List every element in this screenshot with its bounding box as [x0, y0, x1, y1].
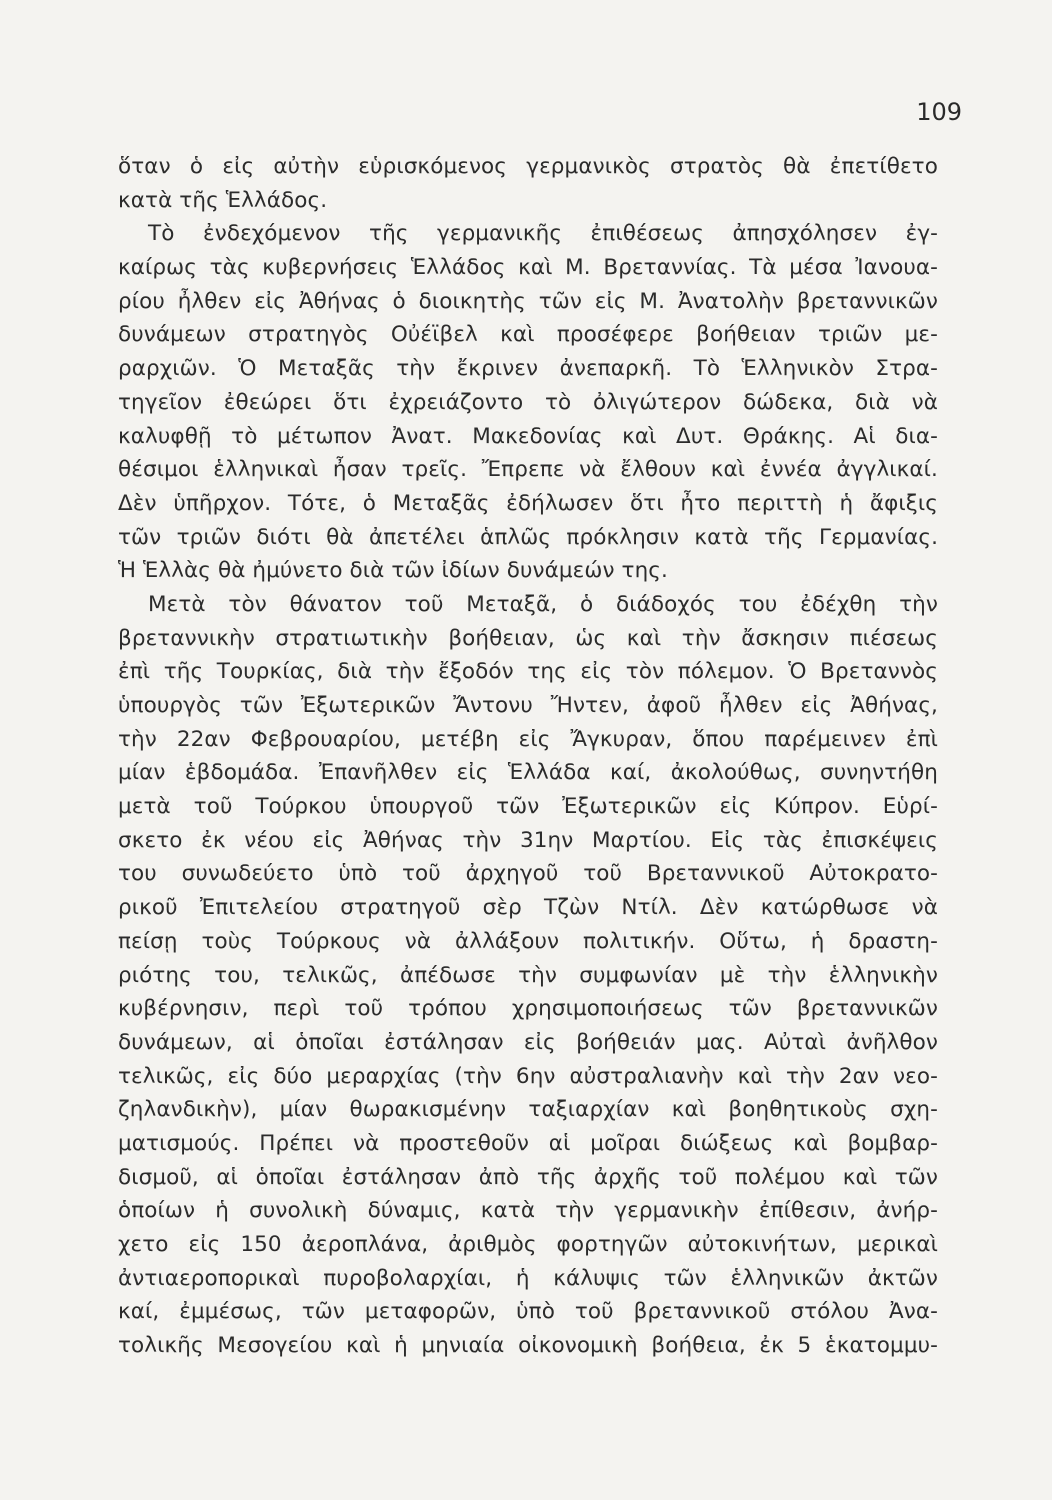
- text-line: τὴν 22αν Φεβρουαρίου, μετέβη εἰς Ἄγκυραν, ὅπου παρέμεινεν ἐπὶ: [118, 726, 938, 752]
- page-number: 109: [916, 98, 962, 126]
- text-line: Ἡ Ἑλλὰς θὰ ἠμύνετο διὰ τῶν ἰδίων δυνάμεών της.: [118, 558, 668, 584]
- text-line: δυνάμεων, αἱ ὁποῖαι ἐστάλησαν εἰς βοήθειάν μας. Αὐταὶ ἀνῆλθον: [118, 1029, 938, 1055]
- text-line: ὅταν ὁ εἰς αὐτὴν εὑρισκόμενος γερμανικὸς στρατὸς θὰ ἐπετίθετο: [118, 154, 938, 179]
- body-text: [118, 150, 938, 1363]
- text-line: ραρχιῶν. Ὁ Μεταξᾶς τὴν ἔκρινεν ἀνεπαρκῆ. Τὸ Ἑλληνικὸν Στρα-: [118, 356, 938, 382]
- text-line: Μετὰ τὸν θάνατον τοῦ Μεταξᾶ, ὁ διάδοχός του ἐδέχθη τὴν: [148, 591, 938, 617]
- text-line: ζηλανδικὴν), μίαν θωρακισμένην ταξιαρχίαν καὶ βοηθητικοὺς σχη-: [118, 1097, 938, 1123]
- text-line: βρεταννικὴν στρατιωτικὴν βοήθειαν, ὡς καὶ τὴν ἄσκησιν πιέσεως: [118, 625, 938, 651]
- text-line: τολικῆς Μεσογείου καὶ ἡ μηνιαία οἰκονομικὴ βοήθεια, ἐκ 5 ἑκατομμυ-: [118, 1333, 938, 1359]
- text-line: καί, ἐμμέσως, τῶν μεταφορῶν, ὑπὸ τοῦ βρεταννικοῦ στόλου Ἀνα-: [118, 1299, 938, 1325]
- text-line: κυβέρνησιν, περὶ τοῦ τρόπου χρησιμοποιήσεως τῶν βρεταννικῶν: [118, 996, 938, 1022]
- text-line: ἐπὶ τῆς Τουρκίας, διὰ τὴν ἔξοδόν της εἰς τὸν πόλεμον. Ὁ Βρεταννὸς: [118, 659, 938, 685]
- text-line: τηγεῖον ἐθεώρει ὅτι ἐχρειάζοντο τὸ ὀλιγώτερον δώδεκα, διὰ νὰ: [118, 389, 938, 415]
- text-line: καλυφθῇ τὸ μέτωπον Ἀνατ. Μακεδονίας καὶ Δυτ. Θράκης. Αἱ δια-: [118, 423, 938, 449]
- text-line: ματισμούς. Πρέπει νὰ προστεθοῦν αἱ μοῖραι διώξεως καὶ βομβαρ-: [118, 1130, 938, 1156]
- text-line: μίαν ἑβδομάδα. Ἐπανῆλθεν εἰς Ἑλλάδα καί, ἀκολούθως, συνηντήθη: [118, 760, 938, 786]
- text-line: μετὰ τοῦ Τούρκου ὑπουργοῦ τῶν Ἐξωτερικῶν εἰς Κύπρον. Εὑρί-: [118, 794, 938, 820]
- text-line: ἀντιαεροπορικαὶ πυροβολαρχίαι, ἡ κάλυψις τῶν ἑλληνικῶν ἀκτῶν: [118, 1265, 938, 1291]
- text-line: δυνάμεων στρατηγὸς Οὐέϊβελ καὶ προσέφερε βοήθειαν τριῶν με-: [118, 322, 938, 348]
- text-line: καίρως τὰς κυβερνήσεις Ἑλλάδος καὶ Μ. Βρεταννίας. Τὰ μέσα Ἰανουα-: [118, 255, 938, 281]
- text-line: τῶν τριῶν διότι θὰ ἀπετέλει ἁπλῶς πρόκλησιν κατὰ τῆς Γερμανίας.: [118, 524, 938, 550]
- text-line: ὑπουργὸς τῶν Ἐξωτερικῶν Ἄντονυ Ἤντεν, ἀφοῦ ἦλθεν εἰς Ἀθήνας,: [118, 693, 938, 718]
- text-line: ὁποίων ἡ συνολικὴ δύναμις, κατὰ τὴν γερμανικὴν ἐπίθεσιν, ἀνήρ-: [118, 1198, 938, 1224]
- text-line: ρίου ἦλθεν εἰς Ἀθήνας ὁ διοικητὴς τῶν εἰς Μ. Ἀνατολὴν βρεταννικῶν: [118, 288, 938, 314]
- text-line: του συνωδεύετο ὑπὸ τοῦ ἀρχηγοῦ τοῦ Βρεταννικοῦ Αὐτοκρατο-: [118, 861, 938, 887]
- text-line: ριότης του, τελικῶς, ἀπέδωσε τὴν συμφωνίαν μὲ τὴν ἑλληνικὴν: [118, 962, 938, 988]
- text-line: κατὰ τῆς Ἑλλάδος.: [118, 187, 328, 213]
- text-line: Δὲν ὑπῆρχον. Τότε, ὁ Μεταξᾶς ἐδήλωσεν ὅτι ἦτο περιττὴ ἡ ἄφιξις: [118, 490, 938, 516]
- text-line: ρικοῦ Ἐπιτελείου στρατηγοῦ σὲρ Τζὼν Ντίλ. Δὲν κατώρθωσε νὰ: [118, 895, 938, 921]
- text-line: χετο εἰς 150 ἀεροπλάνα, ἀριθμὸς φορτηγῶν αὐτοκινήτων, μερικαὶ: [118, 1232, 938, 1257]
- text-line: πείσῃ τοὺς Τούρκους νὰ ἀλλάξουν πολιτικήν. Οὕτω, ἡ δραστη-: [118, 928, 938, 954]
- text-line: τελικῶς, εἰς δύο μεραρχίας (τὴν 6ην αὐστραλιανὴν καὶ τὴν 2αν νεο-: [118, 1063, 938, 1089]
- text-line: δισμοῦ, αἱ ὁποῖαι ἐστάλησαν ἀπὸ τῆς ἀρχῆς τοῦ πολέμου καὶ τῶν: [118, 1164, 938, 1190]
- text-line: θέσιμοι ἑλληνικαὶ ἦσαν τρεῖς. Ἔπρεπε νὰ ἔλθουν καὶ ἐννέα ἀγγλικαί.: [118, 457, 938, 483]
- text-line: Τὸ ἐνδεχόμενον τῆς γερμανικῆς ἐπιθέσεως ἀπησχόλησεν ἐγ-: [148, 221, 938, 247]
- text-line: σκετο ἐκ νέου εἰς Ἀθήνας τὴν 31ην Μαρτίου. Εἰς τὰς ἐπισκέψεις: [118, 827, 938, 853]
